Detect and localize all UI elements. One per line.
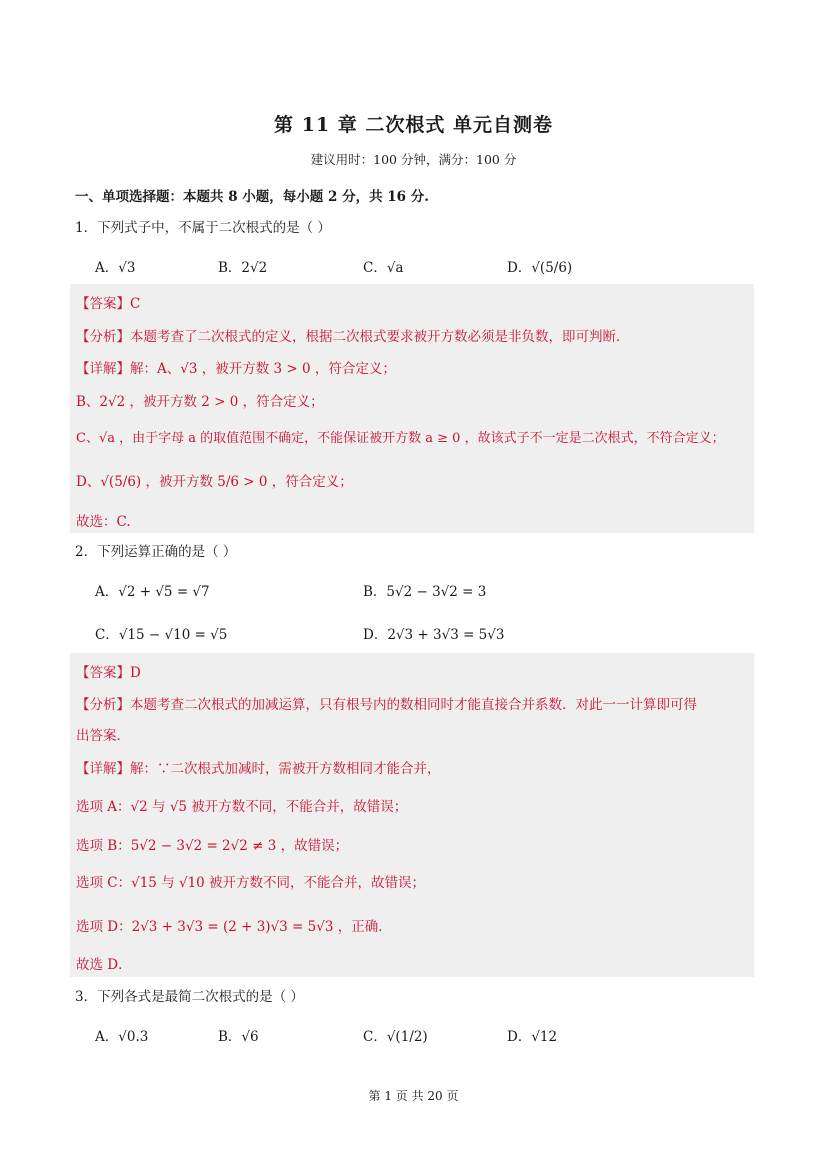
question-2-stem: 2．下列运算正确的是（ ） bbox=[75, 544, 237, 560]
page-title: 第 11 章 二次根式 单元自测卷 bbox=[274, 114, 553, 136]
question-1-analysis: 【分析】本题考查了二次根式的定义，根据二次根式要求被开方数必须是非负数，即可判断． bbox=[76, 329, 630, 345]
question-2-option-d: D．2√3 + 3√3 = 5√3 bbox=[363, 627, 505, 643]
question-2-analysis: 【分析】本题考查二次根式的加减运算，只有根号内的数相同时才能直接合并系数．对此一一计算即可得 bbox=[76, 697, 697, 713]
question-1-detail-line: D、√(5/6) ，被开方数 5/6 > 0 ，符合定义； bbox=[76, 474, 353, 490]
question-1-conclusion: 故选：C. bbox=[76, 514, 131, 530]
question-2-detail-line: 【详解】解：∵二次根式加减时，需被开方数相同才能合并， bbox=[76, 761, 441, 777]
question-3-stem: 3．下列各式是最简二次根式的是（ ） bbox=[75, 989, 304, 1005]
question-3-option-d: D．√12 bbox=[507, 1029, 558, 1045]
question-2-conclusion: 故选 D． bbox=[76, 957, 132, 973]
section-heading: 一、单项选择题：本题共 8 小题，每小题 2 分，共 16 分. bbox=[75, 189, 429, 205]
question-1-answer: 【答案】C bbox=[76, 296, 141, 312]
question-3-option-a: A．√0.3 bbox=[95, 1029, 149, 1045]
question-2-option-a: A．√2 + √5 = √7 bbox=[95, 584, 210, 600]
question-2-detail-line: 选项 A：√2 与 √5 被开方数不同，不能合并，故错误； bbox=[76, 799, 408, 815]
page-footer: 第 1 页 共 20 页 bbox=[368, 1089, 459, 1103]
question-2-detail-line: 选项 D：2√3 + 3√3 = (2 + 3)√3 = 5√3 ，正确． bbox=[76, 919, 392, 935]
question-1-option-c: C．√a bbox=[363, 260, 404, 276]
question-2-option-c: C．√15 − √10 = √5 bbox=[95, 627, 228, 643]
question-2-analysis-cont: 出答案． bbox=[76, 728, 130, 744]
question-1-option-a: A．√3 bbox=[95, 260, 136, 276]
question-2-option-b: B．5√2 − 3√2 = 3 bbox=[363, 584, 487, 600]
question-3-option-b: B．√6 bbox=[218, 1029, 259, 1045]
question-1-option-b: B．2√2 bbox=[218, 260, 268, 276]
question-2-detail-line: 选项 B：5√2 − 3√2 = 2√2 ≠ 3 ，故错误； bbox=[76, 838, 349, 854]
question-1-detail-line: C、√a ，由于字母 a 的取值范围不确定，不能保证被开方数 a ≥ 0 ，故该式子不一定是二次根式，不符合定义； bbox=[76, 431, 725, 446]
question-2-detail-line: 选项 C：√15 与 √10 被开方数不同，不能合并，故错误； bbox=[76, 875, 426, 891]
question-1-stem: 1．下列式子中，不属于二次根式的是（ ） bbox=[75, 220, 331, 236]
question-1-detail-line: 【详解】解：A、√3 ，被开方数 3 > 0 ，符合定义； bbox=[76, 361, 396, 377]
question-3-option-c: C．√(1/2) bbox=[363, 1029, 428, 1045]
question-1-option-d: D．√(5/6) bbox=[507, 260, 573, 276]
question-2-answer-box bbox=[70, 653, 754, 977]
question-1-answer-box bbox=[70, 284, 754, 533]
question-2-answer: 【答案】D bbox=[76, 665, 141, 681]
question-1-detail-line: B、2√2 ，被开方数 2 > 0 ，符合定义； bbox=[76, 394, 324, 410]
page-subtitle: 建议用时：100 分钟，满分：100 分 bbox=[310, 152, 517, 167]
